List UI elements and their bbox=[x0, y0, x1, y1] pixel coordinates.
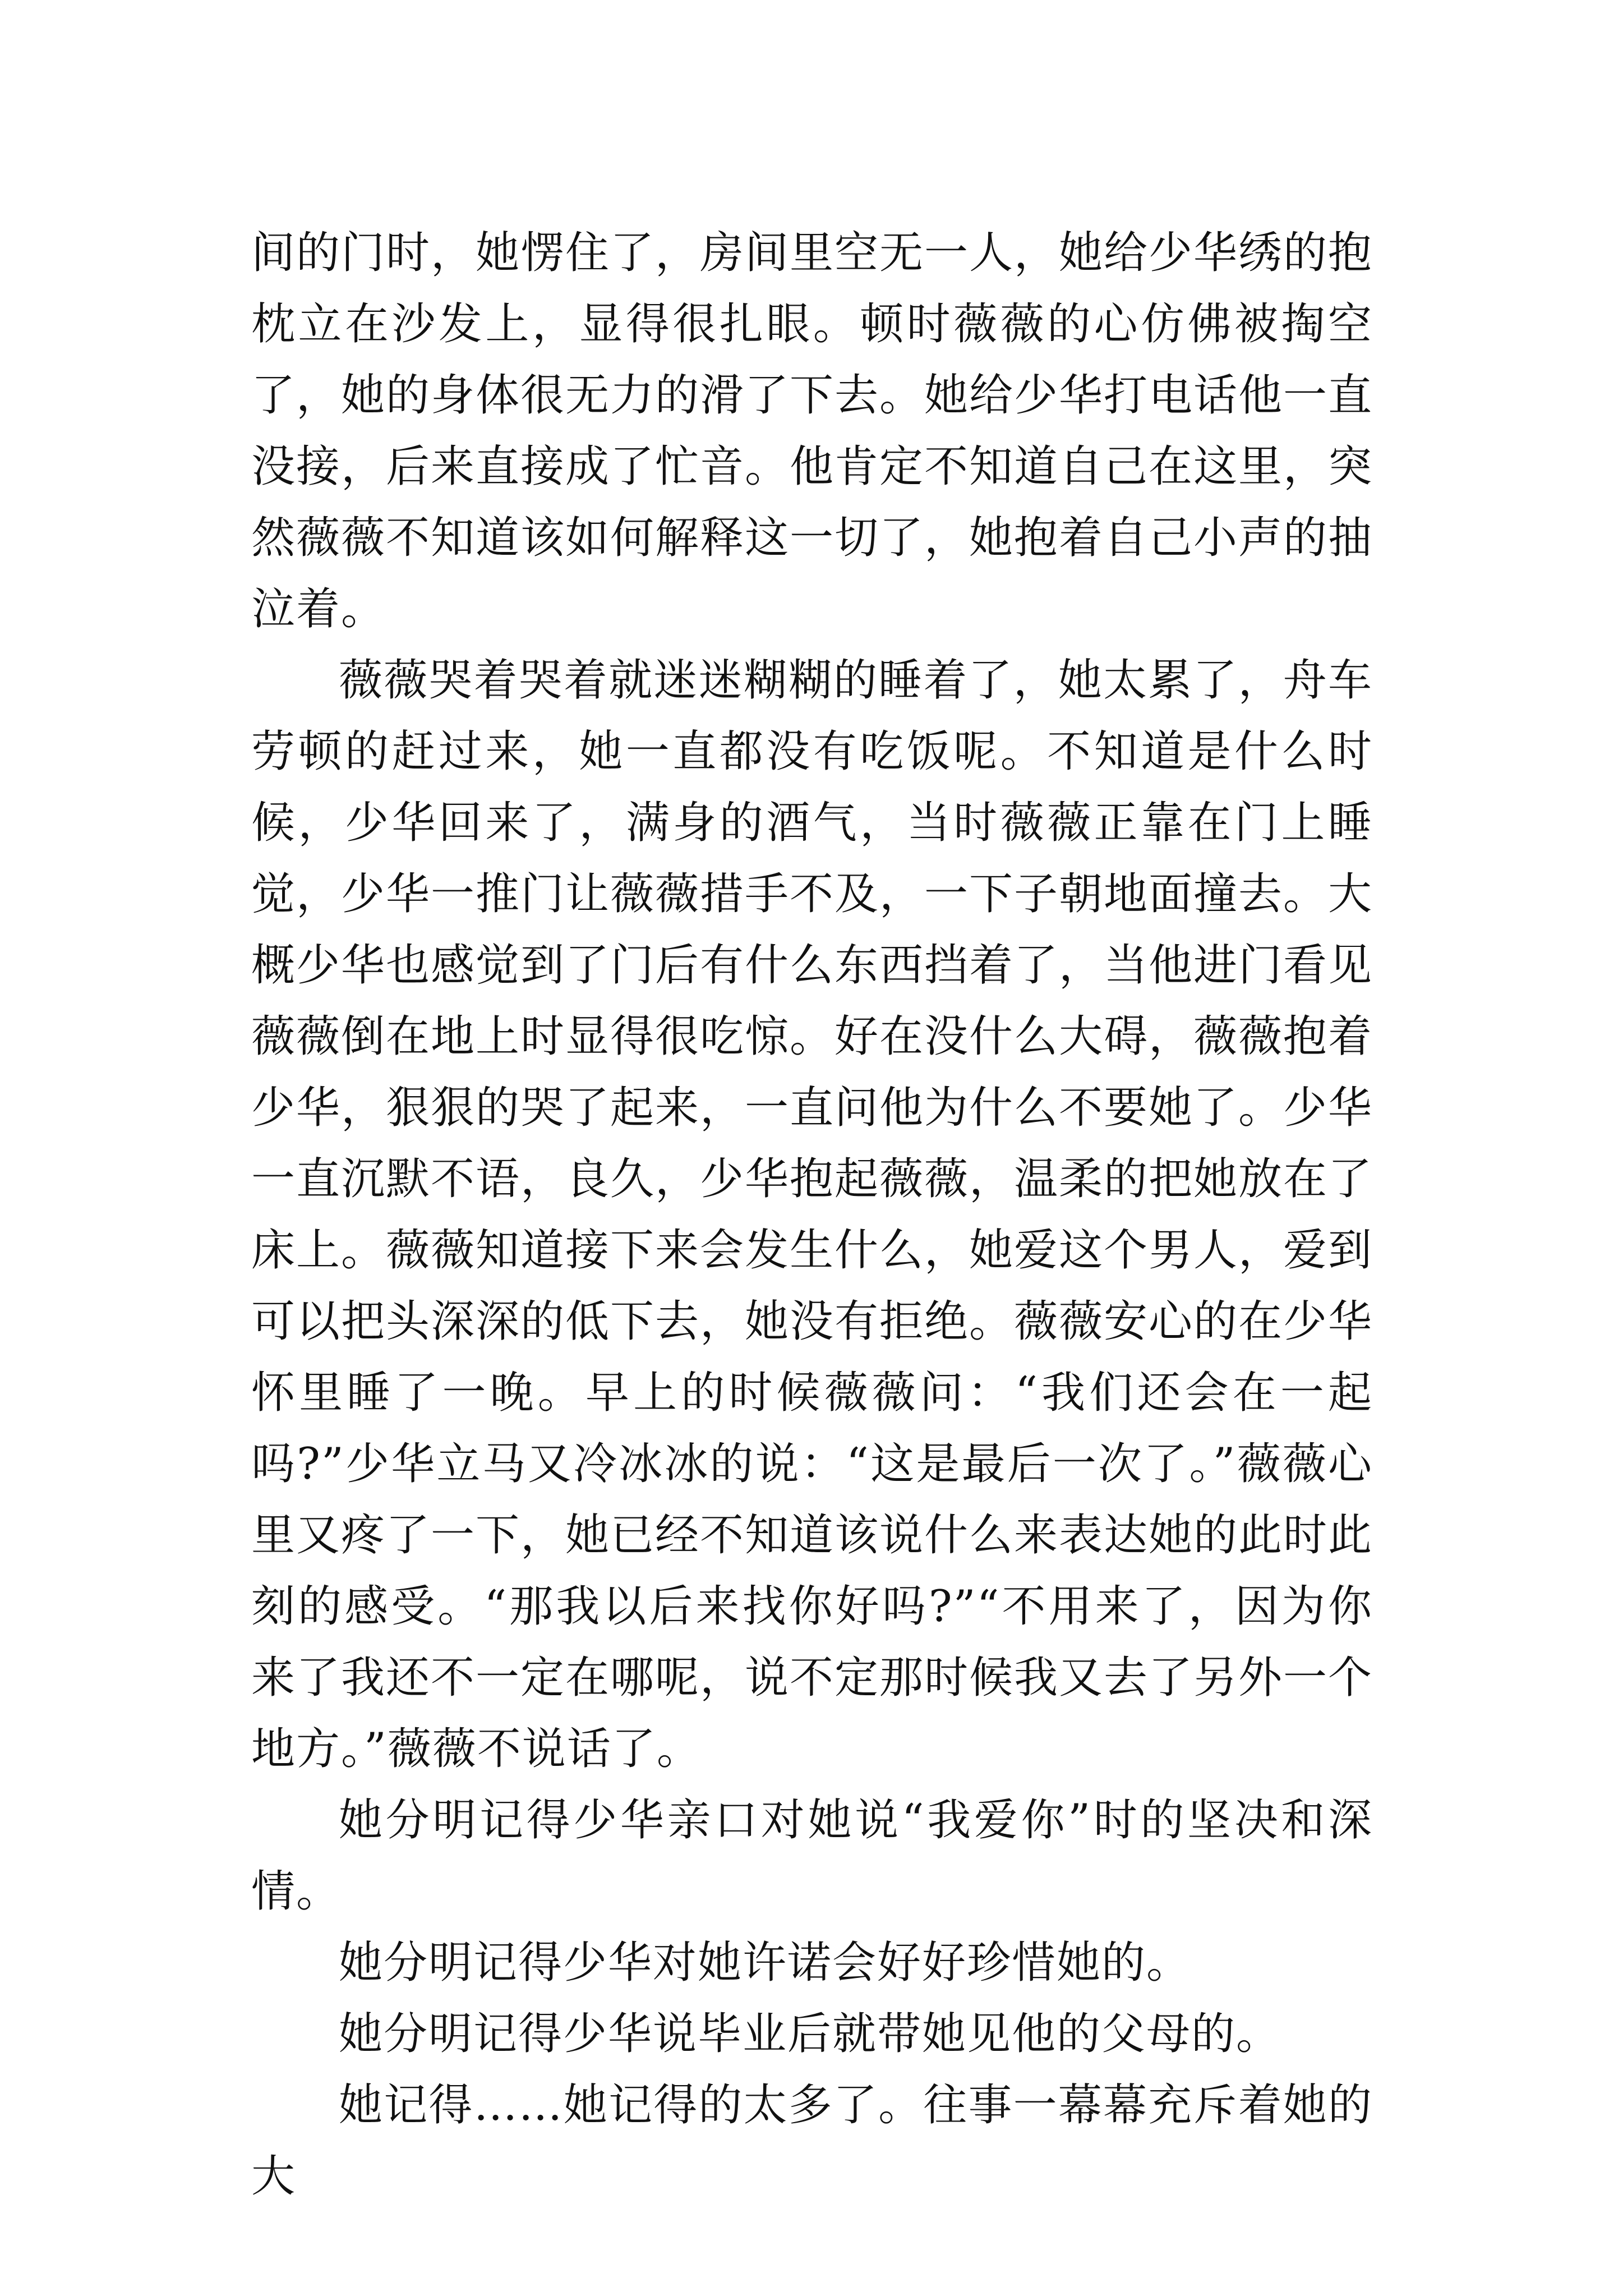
paragraph-1: 间的门时，她愣住了，房间里空无一人，她给少华绣的抱枕立在沙发上，显得很扎眼。顿时薇薇的心仿佛被掏空了，她的身体很无力的滑了下去。她给少华打电话他一直没接，后来直接成了忙音。他肯定不知道自己在这里，突然薇薇不知道该如何解释这一切了，她抱着自己小声的抽泣着。 bbox=[251, 228, 1373, 634]
paragraph-6: 她记得……她记得的太多了。往事一幕幕充斥着她的大 bbox=[251, 2080, 1373, 2202]
paragraph-5: 她分明记得少华说毕业后就带她见他的父母的。 bbox=[339, 2009, 1281, 2059]
body-text bbox=[251, 218, 1373, 2212]
paragraph-2: 薇薇哭着哭着就迷迷糊糊的睡着了，她太累了，舟车劳顿的赶过来，她一直都没有吃饭呢。不知道是什么时候，少华回来了，满身的酒气，当时薇薇正靠在门上睡觉，少华一推门让薇薇措手不及，一下子朝地面撞去。大概少华也感觉到了门后有什么东西挡着了，当他进门看见薇薇倒在地上时显得很吃惊。好在没什么大碍，薇薇抱着少华，狠狠的哭了起来，一直问他为什么不要她了。少华一直沉默不语，良久，少华抱起薇薇，温柔的把她放在了床上。薇薇知道接下来会发生什么，她爱这个男人，爱到可以把头深深的低下去，她没有拒绝。薇薇安心的在少华怀里睡了一晚。早上的时候薇薇问：“我们还会在一起吗?”少华立马又冷冰冰的说：“这是最后一次了。”薇薇心里又疼了一下，她已经不知道该说什么来表达她的此时此刻的感受。“那我以后来找你好吗?”“不用来了，因为你来了我还不一定在哪呢，说不定那时候我又去了另外一个地方。”薇薇不说话了。 bbox=[251, 655, 1373, 1774]
paragraph-3: 她分明记得少华亲口对她说“我爱你”时的坚决和深情。 bbox=[251, 1795, 1373, 1917]
paragraph-4: 她分明记得少华对她许诺会好好珍惜她的。 bbox=[339, 1938, 1192, 1988]
